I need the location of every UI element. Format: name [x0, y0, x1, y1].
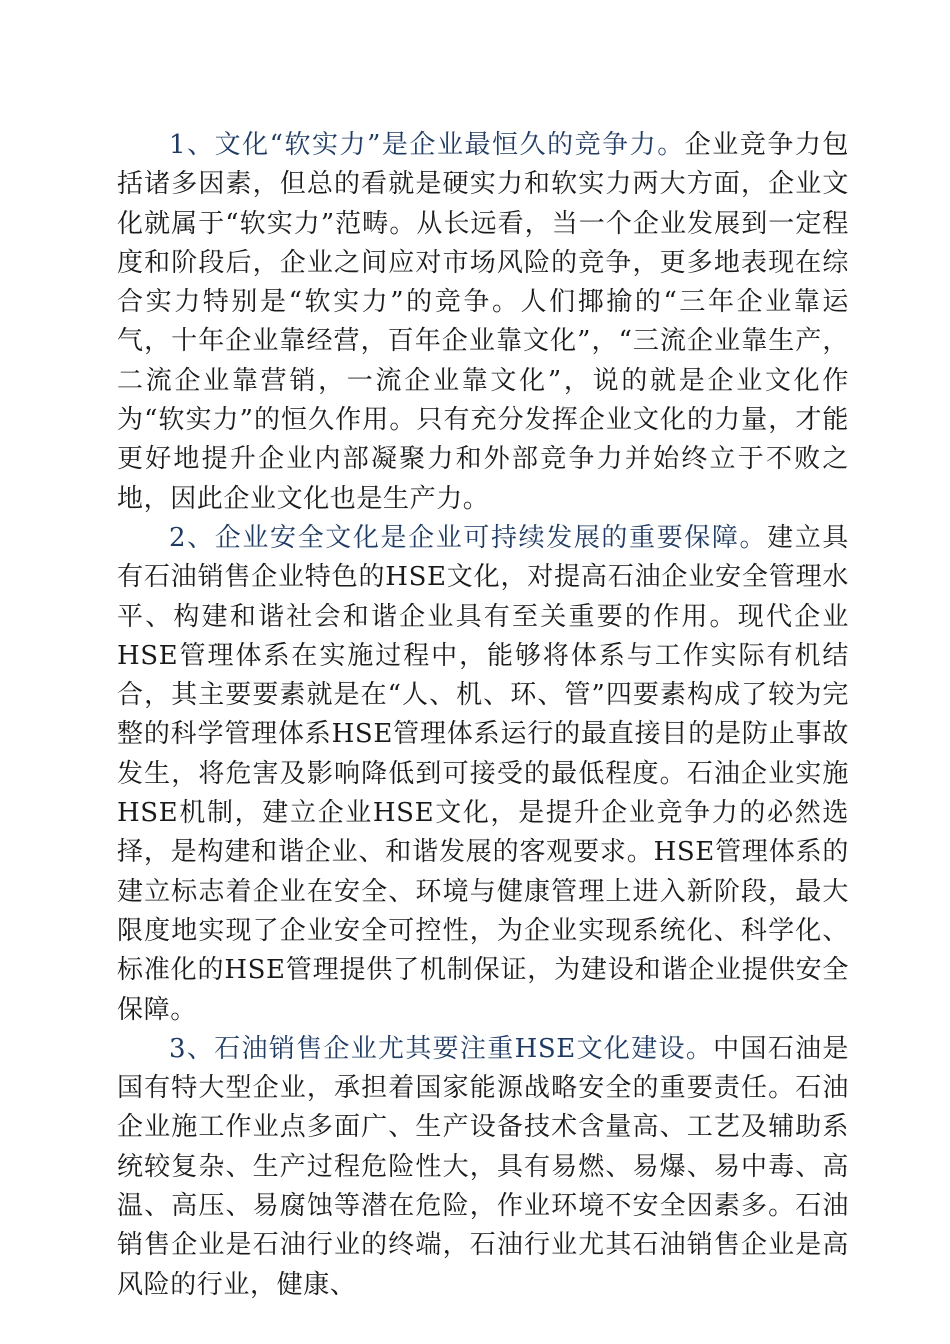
document-body	[117, 126, 849, 1305]
paragraph-2-heading: 2、企业安全文化是企业可持续发展的重要保障。	[169, 522, 768, 553]
paragraph-3-text: 中国石油是国有特大型企业，承担着国家能源战略安全的重要责任。石油企业施工作业点多面广、生产设备技术含量高、工艺及辅助系统较复杂、生产过程危险性大，具有易燃、易爆、易中毒、高温、高压、易腐蚀等潜在危险，作业环境不安全因素多。石油销售企业是石油行业的终端，石油行业尤其石油销售企业是高风险的行业，健康、	[117, 1033, 849, 1300]
paragraph-1-text: 企业竞争力包括诸多因素，但总的看就是硬实力和软实力两大方面，企业文化就属于“软实力”范畴。从长远看，当一个企业发展到一定程度和阶段后，企业之间应对市场风险的竞争，更多地表现在综合实力特别是“软实力”的竞争。人们揶揄的“三年企业靠运气，十年企业靠经营，百年企业靠文化”，“三流企业靠生产，二流企业靠营销，一流企业靠文化”，说的就是企业文化作为“软实力”的恒久作用。只有充分发挥企业文化的力量，才能更好地提升企业内部凝聚力和外部竞争力并始终立于不败之地，因此企业文化也是生产力。	[117, 130, 849, 514]
paragraph-1-heading: 1、文化“软实力”是企业最恒久的竞争力。	[169, 130, 685, 160]
paragraph-3	[117, 1030, 849, 1305]
paragraph-1	[117, 126, 849, 519]
paragraph-3-heading: 3、石油销售企业尤其要注重HSE文化建设。	[169, 1033, 714, 1064]
paragraph-2-text: 建立具有石油销售企业特色的HSE文化，对提高石油企业安全管理水平、构建和谐社会和谐企业具有至关重要的作用。现代企业HSE管理体系在实施过程中，能够将体系与工作实际有机结合，其主要要素就是在“人、机、环、管”四要素构成了较为完整的科学管理体系HSE管理体系运行的最直接目的是防止事故发生，将危害及影响降低到可接受的最低程度。石油企业实施HSE机制，建立企业HSE文化，是提升企业竞争力的必然选择，是构建和谐企业、和谐发展的客观要求。HSE管理体系的建立标志着企业在安全、环境与健康管理上进入新阶段，最大限度地实现了企业安全可控性，为企业实现系统化、科学化、标准化的HSE管理提供了机制保证，为建设和谐企业提供安全保障。	[117, 522, 849, 1025]
paragraph-2	[117, 519, 849, 1030]
